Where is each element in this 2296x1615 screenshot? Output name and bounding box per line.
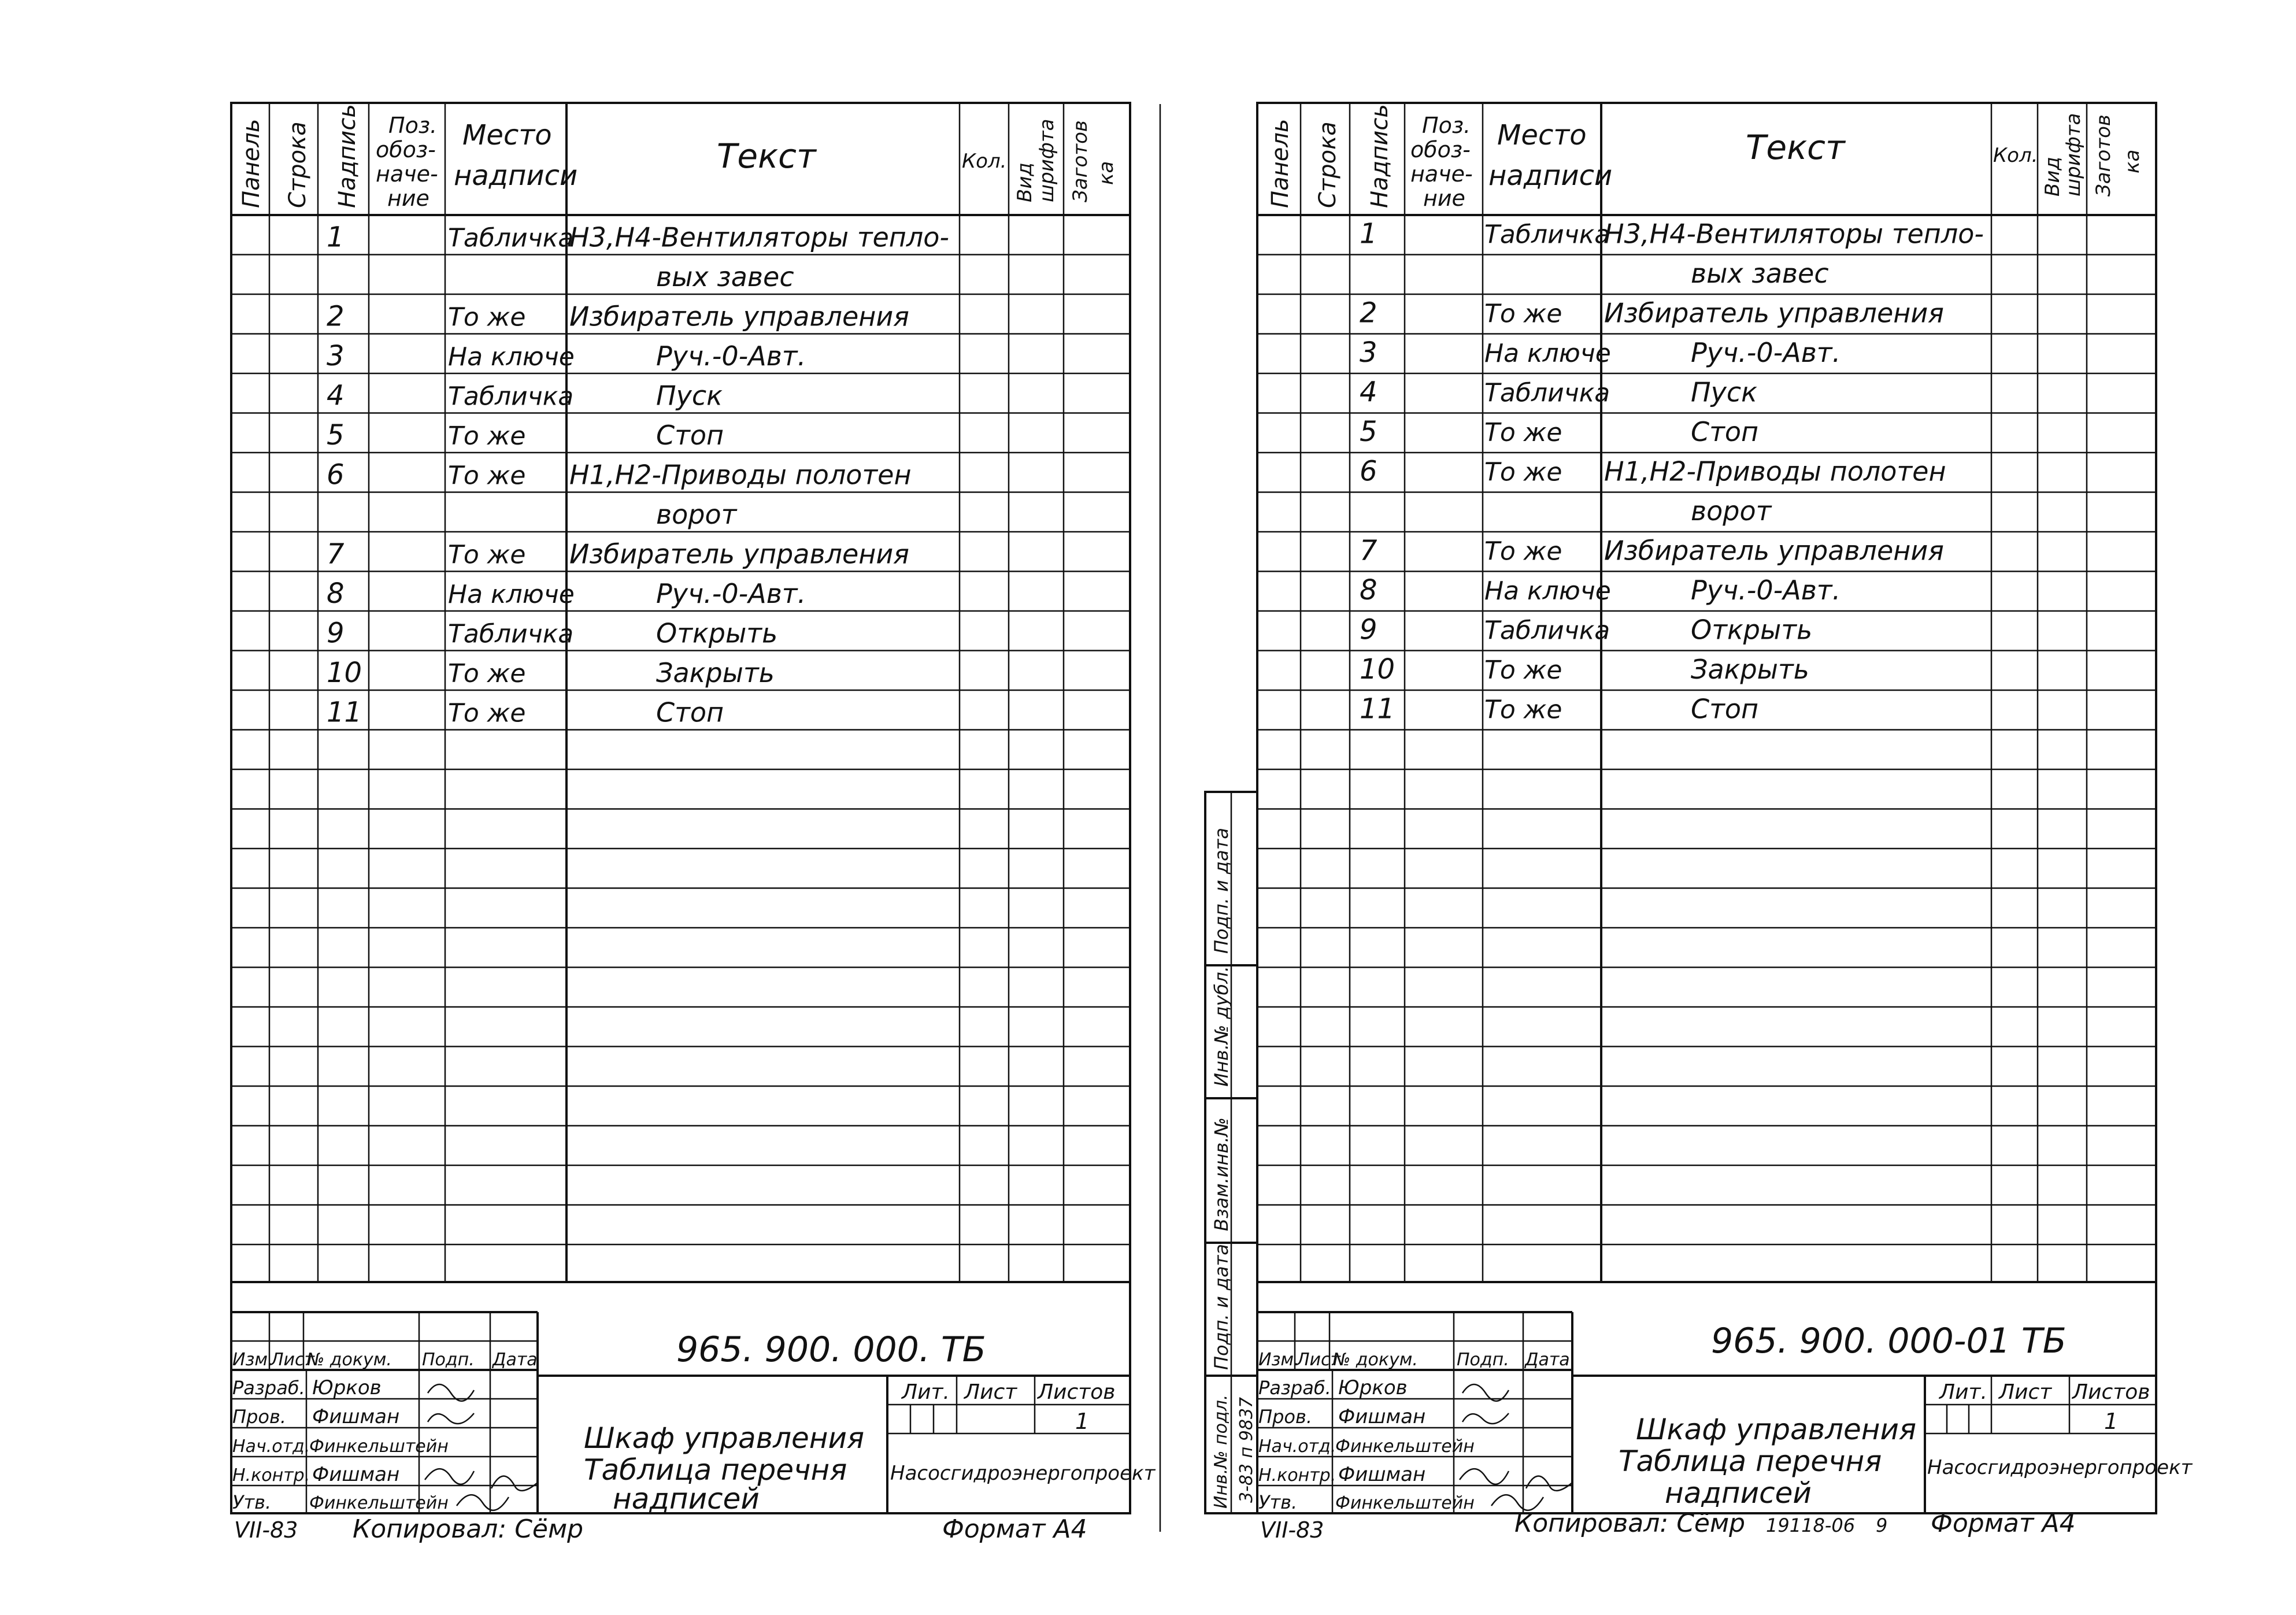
side-inv-value: 3-83 п 9837 (1236, 1397, 1257, 1503)
row-place: На ключе (1484, 339, 1611, 368)
signature-icon (1460, 1469, 1509, 1484)
tb-role-head: Нач.отд. (232, 1436, 310, 1457)
row-label-number: 7 (327, 538, 345, 571)
row-place: Табличка (1484, 220, 1610, 250)
row-place: Табличка (448, 619, 574, 649)
row-label-number: 8 (327, 577, 345, 610)
header-row: Строка (1314, 121, 1341, 208)
header-font-1: Вид (1013, 162, 1036, 202)
row-label-number: 7 (1360, 534, 1377, 567)
row-place: Табличка (448, 381, 574, 412)
header-pos-2: обоз- (1410, 137, 1471, 162)
left-sheet (231, 103, 1156, 1544)
right-footer-date: VII-83 (1260, 1517, 1324, 1543)
right-sheet (1257, 103, 2193, 1543)
table-row (327, 459, 912, 491)
table-row (656, 499, 738, 530)
row-text: Стоп (656, 697, 724, 728)
tb-title-1: Шкаф управления (1636, 1413, 1917, 1446)
left-rows (327, 221, 949, 729)
row-text: Пуск (656, 380, 723, 412)
tb-col-doc: № докум. (306, 1350, 392, 1370)
side-inv-dup: Инв.№ дубл. (1210, 966, 1232, 1087)
row-text: Избиратель управления (1604, 297, 1944, 329)
tb-name-check: Фишман (312, 1405, 400, 1428)
row-label-number: 8 (1360, 574, 1377, 606)
table-row (1360, 455, 1946, 488)
row-place: То же (448, 302, 526, 332)
tb-title-1: Шкаф управления (584, 1421, 865, 1455)
row-label-number: 10 (1360, 653, 1395, 686)
header-pos-3: наче- (1410, 161, 1473, 187)
tb-lit: Лит. (1939, 1380, 1987, 1404)
header-place-1: Место (462, 119, 552, 151)
header-pos-4: ние (1423, 186, 1465, 211)
row-label-number: 1 (1360, 217, 1377, 250)
signature-icon (457, 1495, 509, 1510)
header-pos-1: Поз. (388, 113, 438, 138)
tb-col-sign: Подп. (422, 1350, 475, 1370)
table-row (327, 419, 724, 451)
row-place: То же (1484, 655, 1562, 685)
row-label-number: 5 (1360, 416, 1377, 448)
row-label-number: 5 (327, 419, 345, 451)
header-label-no: Надпись (334, 104, 361, 208)
header-font-2: шрифта (2062, 113, 2085, 197)
tb-name-dev: Юрков (1338, 1376, 1408, 1399)
header-qty: Кол. (1993, 144, 2038, 167)
row-place: То же (1484, 536, 1562, 566)
header-panel: Панель (1267, 118, 1294, 208)
header-place-1: Место (1497, 119, 1587, 151)
header-qty: Кол. (962, 150, 1007, 173)
tb-role-dev: Разраб. (232, 1377, 305, 1399)
header-blank-2: ка (2121, 149, 2144, 173)
header-text: Текст (1746, 128, 1845, 167)
header-pos-3: наче- (376, 161, 438, 187)
right-header (1267, 104, 2144, 211)
row-place: Табличка (1484, 616, 1610, 646)
row-place: То же (448, 421, 526, 451)
tb-sheets: Листов (1038, 1380, 1116, 1404)
side-inv-orig: Инв.№ подл. (1211, 1394, 1231, 1509)
row-text: Руч.-0-Авт. (656, 578, 806, 609)
signature-icon (428, 1413, 474, 1424)
left-header (238, 104, 1118, 211)
header-pos-1: Поз. (1422, 113, 1471, 138)
tb-sheet: Лист (964, 1380, 1017, 1404)
tb-role-appr: Утв. (232, 1491, 272, 1513)
table-row (1360, 336, 1840, 369)
tb-col-date: Дата (492, 1350, 538, 1370)
table-row (327, 380, 723, 412)
row-text: Пуск (1691, 376, 1757, 408)
table-row (1360, 614, 1812, 646)
side-sign-date: Подп. и дата (1210, 1244, 1232, 1370)
table-row (1360, 574, 1840, 606)
tb-name-dev: Юрков (312, 1376, 382, 1399)
tb-role-norm: Н.контр. (1258, 1465, 1336, 1486)
row-place: То же (1484, 299, 1562, 329)
row-text: Н1,Н2-Приводы полотен (569, 459, 912, 491)
table-row (327, 657, 775, 689)
row-label-number: 9 (1360, 613, 1377, 646)
row-text: Стоп (1691, 416, 1759, 447)
row-label-number: 10 (327, 657, 362, 689)
right-footer-stamp: 19118-06 (1766, 1514, 1856, 1536)
signature-icon (1526, 1476, 1572, 1491)
tb-name-appr: Финкельштейн (1335, 1493, 1475, 1513)
header-blank-1: Заготов (1069, 120, 1092, 202)
tb-role-check: Пров. (1258, 1406, 1312, 1428)
tb-org: Насосгидроэнергопроект (1927, 1456, 2193, 1479)
table-row (327, 221, 949, 254)
row-text: Стоп (1691, 693, 1759, 725)
left-doc-code: 965. 900. 000. ТБ (676, 1329, 986, 1370)
right-title-block (1257, 1282, 2193, 1513)
row-text: вых завес (1691, 258, 1829, 289)
tb-org: Насосгидроэнергопроект (890, 1462, 1156, 1485)
tb-role-dev: Разраб. (1258, 1377, 1331, 1399)
row-text: ворот (1691, 495, 1772, 527)
tb-col-list: Лист (1297, 1350, 1341, 1370)
left-footer-format: Формат А4 (942, 1514, 1087, 1544)
tb-col-list: Лист (271, 1350, 315, 1370)
row-place: То же (448, 698, 526, 728)
header-blank-1: Заготов (2092, 114, 2115, 197)
header-pos-4: ние (387, 186, 429, 211)
row-place: То же (448, 540, 526, 570)
header-blank-2: ка (1095, 161, 1118, 185)
tb-sheet: Лист (1999, 1380, 2052, 1404)
row-place: То же (448, 659, 526, 688)
header-font-1: Вид (2041, 157, 2064, 197)
row-text: Открыть (1691, 614, 1813, 646)
tb-sheets-value: 1 (2104, 1409, 2119, 1434)
tb-role-appr: Утв. (1258, 1491, 1298, 1513)
table-row (656, 261, 794, 292)
side-replace-inv: Взам.инв.№ (1210, 1117, 1232, 1231)
table-row (1691, 495, 1772, 527)
row-place: Табличка (1484, 378, 1610, 408)
tb-name-norm: Фишман (1338, 1463, 1426, 1486)
row-text: ворот (656, 499, 737, 530)
row-text: Руч.-0-Авт. (1691, 575, 1841, 606)
row-label-number: 6 (1360, 455, 1377, 488)
table-row (327, 617, 777, 650)
tb-name-head: Финкельштейн (309, 1436, 449, 1457)
tb-role-head: Нач.отд. (1258, 1436, 1336, 1457)
row-label-number: 2 (327, 300, 345, 333)
row-place: То же (1484, 695, 1562, 725)
tb-col-sign: Подп. (1457, 1350, 1509, 1370)
tb-title-2: Таблица перечня (584, 1453, 847, 1487)
row-text: Избиратель управления (569, 301, 909, 332)
header-font-2: шрифта (1035, 118, 1058, 202)
row-label-number: 11 (327, 696, 362, 729)
row-place: То же (1484, 457, 1562, 487)
row-text: Н3,Н4-Вентиляторы тепло- (1604, 218, 1984, 250)
row-label-number: 6 (327, 458, 345, 491)
right-footer-stamp-page: 9 (1876, 1514, 1888, 1536)
row-place: То же (1484, 418, 1562, 447)
header-row: Строка (284, 121, 311, 208)
tb-name-appr: Финкельштейн (309, 1493, 449, 1513)
row-label-number: 9 (327, 617, 345, 650)
header-pos-2: обоз- (376, 137, 436, 162)
header-panel: Панель (238, 118, 265, 208)
tb-name-head: Финкельштейн (1335, 1436, 1475, 1457)
tb-col-izm: Изм. (232, 1350, 273, 1370)
table-row (327, 340, 806, 372)
row-place: На ключе (1484, 576, 1611, 606)
header-label-no: Надпись (1367, 104, 1393, 208)
row-text: Руч.-0-Авт. (1691, 337, 1841, 368)
row-label-number: 1 (327, 221, 345, 254)
table-row (1360, 297, 1944, 329)
right-doc-code: 965. 900. 000-01 ТБ (1711, 1321, 2067, 1361)
row-place: На ключе (448, 342, 575, 372)
table-row (1360, 693, 1758, 725)
row-label-number: 4 (327, 379, 345, 412)
signature-icon (1491, 1495, 1543, 1510)
row-text: Открыть (656, 617, 778, 649)
row-place: На ключе (448, 580, 575, 609)
row-text: Избиратель управления (569, 538, 909, 570)
side-stamp (1205, 792, 1257, 1513)
tb-col-izm: Изм. (1258, 1350, 1299, 1370)
left-footer-date: VII-83 (234, 1517, 298, 1543)
row-text: вых завес (656, 261, 794, 292)
tb-name-check: Фишман (1338, 1405, 1426, 1428)
left-footer-copied: Копировал: Сёмр (353, 1514, 584, 1544)
tb-sheets: Листов (2072, 1380, 2150, 1404)
row-text: Закрыть (1691, 654, 1809, 685)
signature-icon (425, 1469, 474, 1484)
right-footer-copied: Копировал: Сёмр (1514, 1509, 1746, 1538)
signature-icon (1462, 1413, 1509, 1424)
tb-name-norm: Фишман (312, 1463, 400, 1486)
table-row (327, 697, 724, 729)
row-label-number: 3 (1360, 336, 1377, 369)
table-row (1691, 258, 1829, 289)
row-label-number: 11 (1360, 692, 1395, 725)
row-text: Закрыть (656, 657, 775, 688)
row-place: Табличка (448, 223, 574, 253)
table-row (1360, 218, 1984, 250)
header-text: Текст (717, 136, 816, 176)
row-text: Н1,Н2-Приводы полотен (1604, 455, 1946, 487)
table-row (1360, 653, 1809, 686)
table-row (1360, 535, 1944, 567)
tb-col-date: Дата (1525, 1350, 1570, 1370)
row-text: Н3,Н4-Вентиляторы тепло- (569, 221, 950, 253)
header-place-2: надписи (454, 160, 578, 192)
table-row (327, 301, 909, 333)
row-text: Стоп (656, 420, 724, 451)
tb-role-check: Пров. (232, 1406, 286, 1428)
row-label-number: 3 (327, 340, 345, 372)
table-row (327, 577, 806, 610)
right-footer-format: Формат А4 (1931, 1509, 2076, 1538)
tb-role-norm: Н.контр. (232, 1465, 310, 1486)
table-row (1360, 416, 1758, 448)
tb-title-3: надписей (1665, 1476, 1812, 1510)
row-label-number: 4 (1360, 376, 1377, 409)
row-text: Руч.-0-Авт. (656, 340, 806, 372)
row-label-number: 2 (1360, 297, 1377, 329)
row-place: То же (448, 461, 526, 491)
tb-sheets-value: 1 (1075, 1409, 1090, 1434)
table-row (327, 538, 909, 571)
header-place-2: надписи (1488, 160, 1613, 192)
left-title-block (231, 1282, 1156, 1516)
row-text: Избиратель управления (1604, 535, 1944, 566)
table-row (1360, 376, 1757, 409)
signature-icon (491, 1476, 538, 1491)
tb-title-2: Таблица перечня (1619, 1444, 1882, 1478)
tb-lit: Лит. (902, 1380, 950, 1404)
side-sign-date-2: Подп. и дата (1210, 828, 1232, 954)
tb-title-3: надписей (613, 1482, 760, 1516)
tb-col-doc: № докум. (1332, 1350, 1418, 1370)
